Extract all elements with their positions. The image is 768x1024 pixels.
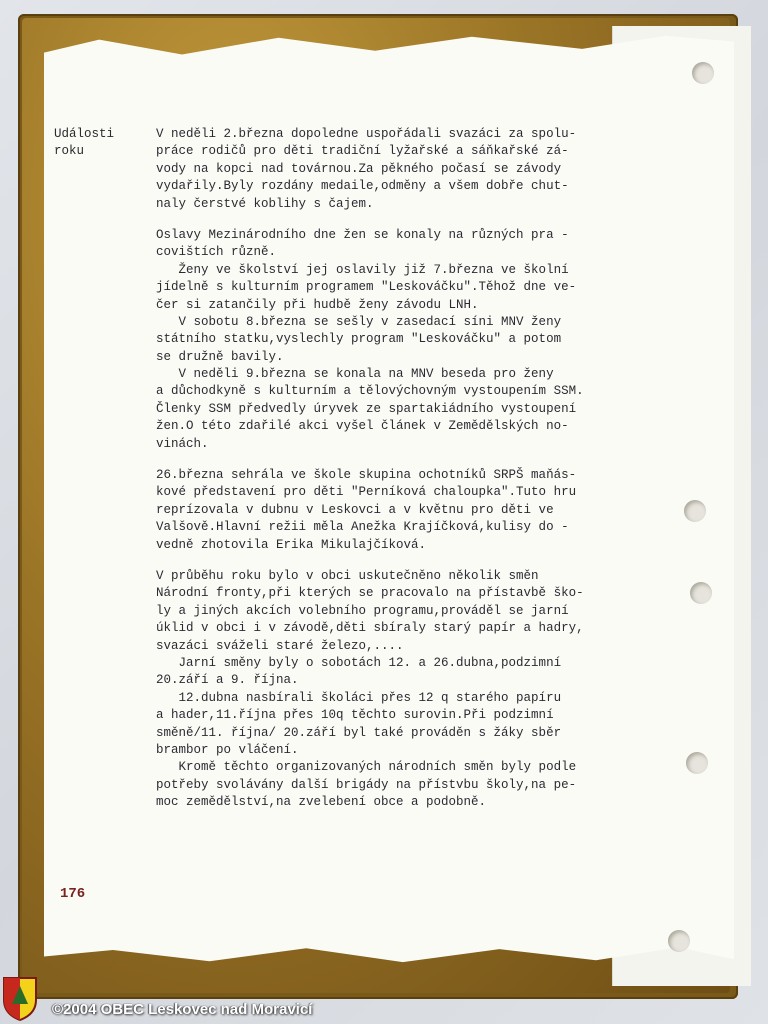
punch-hole (668, 930, 690, 952)
text-line: V neděli 9.března se konala na MNV beseda pro ženy (156, 367, 554, 382)
text-line: V sobotu 8.března se sešly v zasedací síni MNV ženy (156, 314, 562, 329)
copyright-credit: ©2004 OBEC Leskovec nad Moravicí (52, 1001, 313, 1018)
text-line: státního statku,vyslechly program "Leskováčku" a potom (156, 332, 562, 347)
text-line: Členky SSM předvedly úryvek ze spartakiádního vystoupení (156, 401, 577, 416)
punch-hole (690, 582, 712, 604)
text-line: vedně zhotovila Erika Mikulajčíková. (156, 537, 427, 552)
text-line: kové představení pro děti "Perníková chaloupka".Tuto hru (156, 485, 577, 500)
text-line: se družně bavily. (156, 349, 284, 364)
text-line: V průběhu roku bylo v obci uskutečněno několik směn (156, 568, 539, 583)
paragraph (156, 227, 626, 453)
paragraph-gap (156, 554, 626, 568)
punch-hole (686, 752, 708, 774)
punch-hole (684, 500, 706, 522)
text-line: 26.března sehrála ve škole skupina ochotníků SRPŠ maňás- (156, 468, 577, 483)
text-line: a hader,11.října přes 10q těchto surovin.Při podzimní (156, 708, 554, 723)
margin-label-line: Události (54, 127, 115, 141)
text-line: potřeby svolávány další brigády na přístvbu školy,na pe- (156, 777, 577, 792)
text-line: vydařily.Byly rozdány medaile,odměny a všem dobře chut- (156, 179, 569, 194)
text-line: 12.dubna nasbírali školáci přes 12 q starého papíru (156, 690, 562, 705)
text-line: žen.O této zdařilé akci vyšel článek v Zemědělských no- (156, 419, 569, 434)
chronicle-text (156, 126, 626, 811)
paragraph-gap (156, 453, 626, 467)
text-line: moc zemědělství,na zvelebení obce a podobně. (156, 795, 487, 810)
text-line: brambor po vláčení. (156, 742, 299, 757)
paragraph-gap (156, 213, 626, 227)
text-line: V neděli 2.března dopoledne uspořádali svazáci za spolu- (156, 127, 577, 141)
margin-label-line: roku (54, 144, 85, 159)
text-line: covištích různě. (156, 245, 277, 260)
paragraph (156, 467, 626, 554)
text-line: svazáci sváželi staré železo,.... (156, 638, 404, 653)
paragraph (156, 126, 626, 213)
text-line: Valšově.Hlavní režii měla Anežka Krajíčková,kulisy do - (156, 520, 569, 535)
margin-label (54, 124, 134, 159)
text-line: Národní fronty,při kterých se pracovalo na přístavbě ško- (156, 586, 584, 601)
text-line: Oslavy Mezinárodního dne žen se konaly na různých pra - (156, 227, 569, 242)
page-number: 176 (60, 886, 86, 902)
text-line: 20.září a 9. října. (156, 673, 299, 688)
text-line: Jarní směny byly o sobotách 12. a 26.dubna,podzimní (156, 655, 562, 670)
paragraph (156, 568, 626, 811)
text-line: Ženy ve školství jej oslavily již 7.března ve školní (156, 262, 569, 277)
text-line: Kromě těchto organizovaných národních směn byly podle (156, 760, 577, 775)
text-line: práce rodičů pro děti tradiční lyžařské a sáňkařské zá- (156, 144, 569, 159)
text-line: čer si zatančily při hudbě ženy závodu LNH. (156, 297, 479, 312)
text-line: ly a jiných akcích volebního programu,prováděl se jarní (156, 603, 569, 618)
text-line: jídelně s kulturním programem "Leskováčku".Těhož dne ve- (156, 280, 577, 295)
text-line: vinách. (156, 436, 209, 451)
text-line: úklid v obci i v závodě,děti sbíraly starý papír a hadry, (156, 621, 584, 636)
coat-of-arms-logo (0, 974, 40, 1022)
text-line: naly čerstvé koblihy s čajem. (156, 196, 374, 211)
text-line: reprízovala v dubnu v Leskovci a v květnu pro děti ve (156, 502, 554, 517)
punch-hole (692, 62, 714, 84)
text-line: vody na kopci nad továrnou.Za pěkného počasí se závody (156, 161, 562, 176)
text-line: a důchodkyně s kulturním a tělovýchovným vystoupením SSM. (156, 384, 584, 399)
text-line: směně/11. října/ 20.září byl také prováděn s žáky sběr (156, 725, 562, 740)
